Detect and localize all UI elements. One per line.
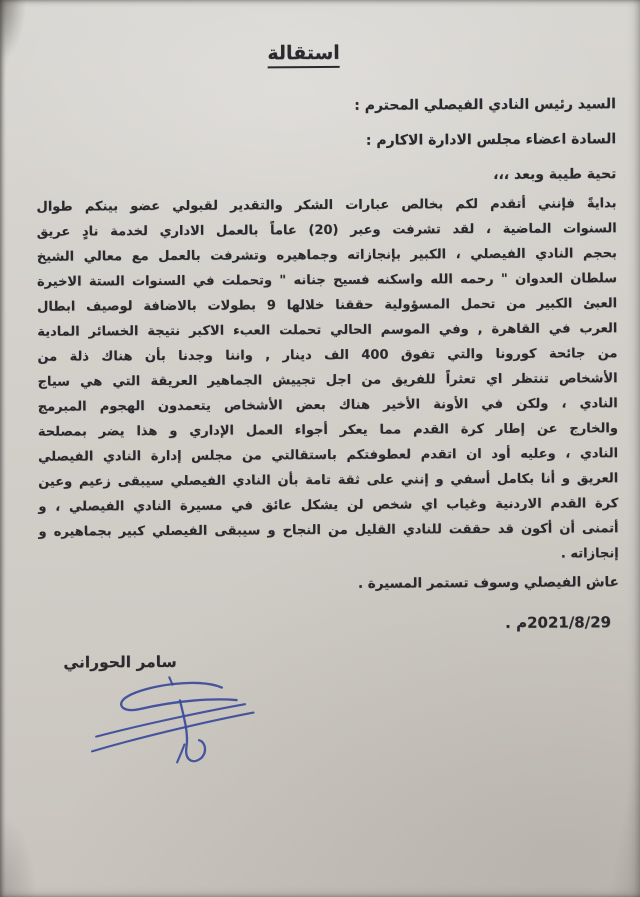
body-line: والخارج عن إطار كرة القدم مما يعكر أجواء العمل الإداري و هذا يضر بمصلحة <box>37 421 618 440</box>
date-line: 2021/8/29م . <box>505 613 612 632</box>
signer-name: سامر الحوراني <box>63 652 177 672</box>
body-line: النادي ، ولكن في الأونة الأخير هناك بعض الأشخاص يتعمدون الهجوم المبرمج <box>37 396 618 415</box>
body-line: بدايةً فإنني أتقدم لكم بخالص عبارات الشكر والتقدير لقبولي عضو بينكم طوال <box>36 196 617 215</box>
body-line: بحجم النادي الفيصلي ، الكبير بإنجازاته وجماهيره وتشرفت بالعمل مع معالي الشيخ <box>36 246 617 265</box>
closing-line: عاش الفيصلي وسوف تستمر المسيرة . <box>357 574 619 592</box>
greeting-line: تحية طيبة وبعد ،،، <box>493 166 617 183</box>
recipient-line-board: السادة اعضاء مجلس الادارة الاكارم : <box>365 131 617 149</box>
body-line: السنوات الماضية ، لقد تشرفت وعبر (20) عاماً بالعمل الاداري لخدمة نادٍ عريق <box>36 221 617 240</box>
recipient-line-president: السيد رئيس النادي الفيصلي المحترم : <box>354 96 616 114</box>
handwritten-signature-icon <box>87 668 256 773</box>
body-line: كرة القدم الاردنية وغياب اي شخص لن يشكل عائق في مسيرة النادي الفيصلي ، و <box>38 496 619 515</box>
body-line: العبئ الكبير من تحمل المسؤولية حققنا خلالها 9 بطولات بالاضافة لوصيف ابطال <box>37 296 618 315</box>
salutation-block <box>38 94 617 203</box>
body-line: الأشخاص تنتظر اي تعثراً للفريق من اجل تجييش الجماهير العريقة التي هي سياج <box>37 371 618 390</box>
page-title: استقالة <box>267 42 340 68</box>
letter-body <box>36 191 618 570</box>
body-line: من جائحة كورونا والتي تفوق 400 الف دينار , واننا وجدنا بأن هناك ذلة من <box>37 346 618 365</box>
title-row <box>0 40 638 70</box>
body-line: العريق و أنا بكامل أسفي و إنني على ثقة تامة بأن النادي الفيصلي سيبقى زعيم وعين <box>38 471 619 490</box>
body-line: إنجازاته . <box>560 546 619 562</box>
body-line: العرب في القاهرة , وفي الموسم الحالي تحملت العبء الاكبر نتيجة الخسائر المادية <box>37 321 618 340</box>
body-line: سلطان العدوان " رحمه الله واسكنه فسيح جنانه " وتحملت في السنوات الستة الاخيرة <box>36 271 618 290</box>
body-line: النادي ، وعليه أود ان اتقدم لعطوفتكم باستقالتي من مجلس إدارة النادي الفيصلي <box>38 446 619 465</box>
body-line: أتمنى أن أكون قد حققت للنادي القليل من النجاح و سيبقى الفيصلي كبير بجماهيره و <box>38 521 619 540</box>
